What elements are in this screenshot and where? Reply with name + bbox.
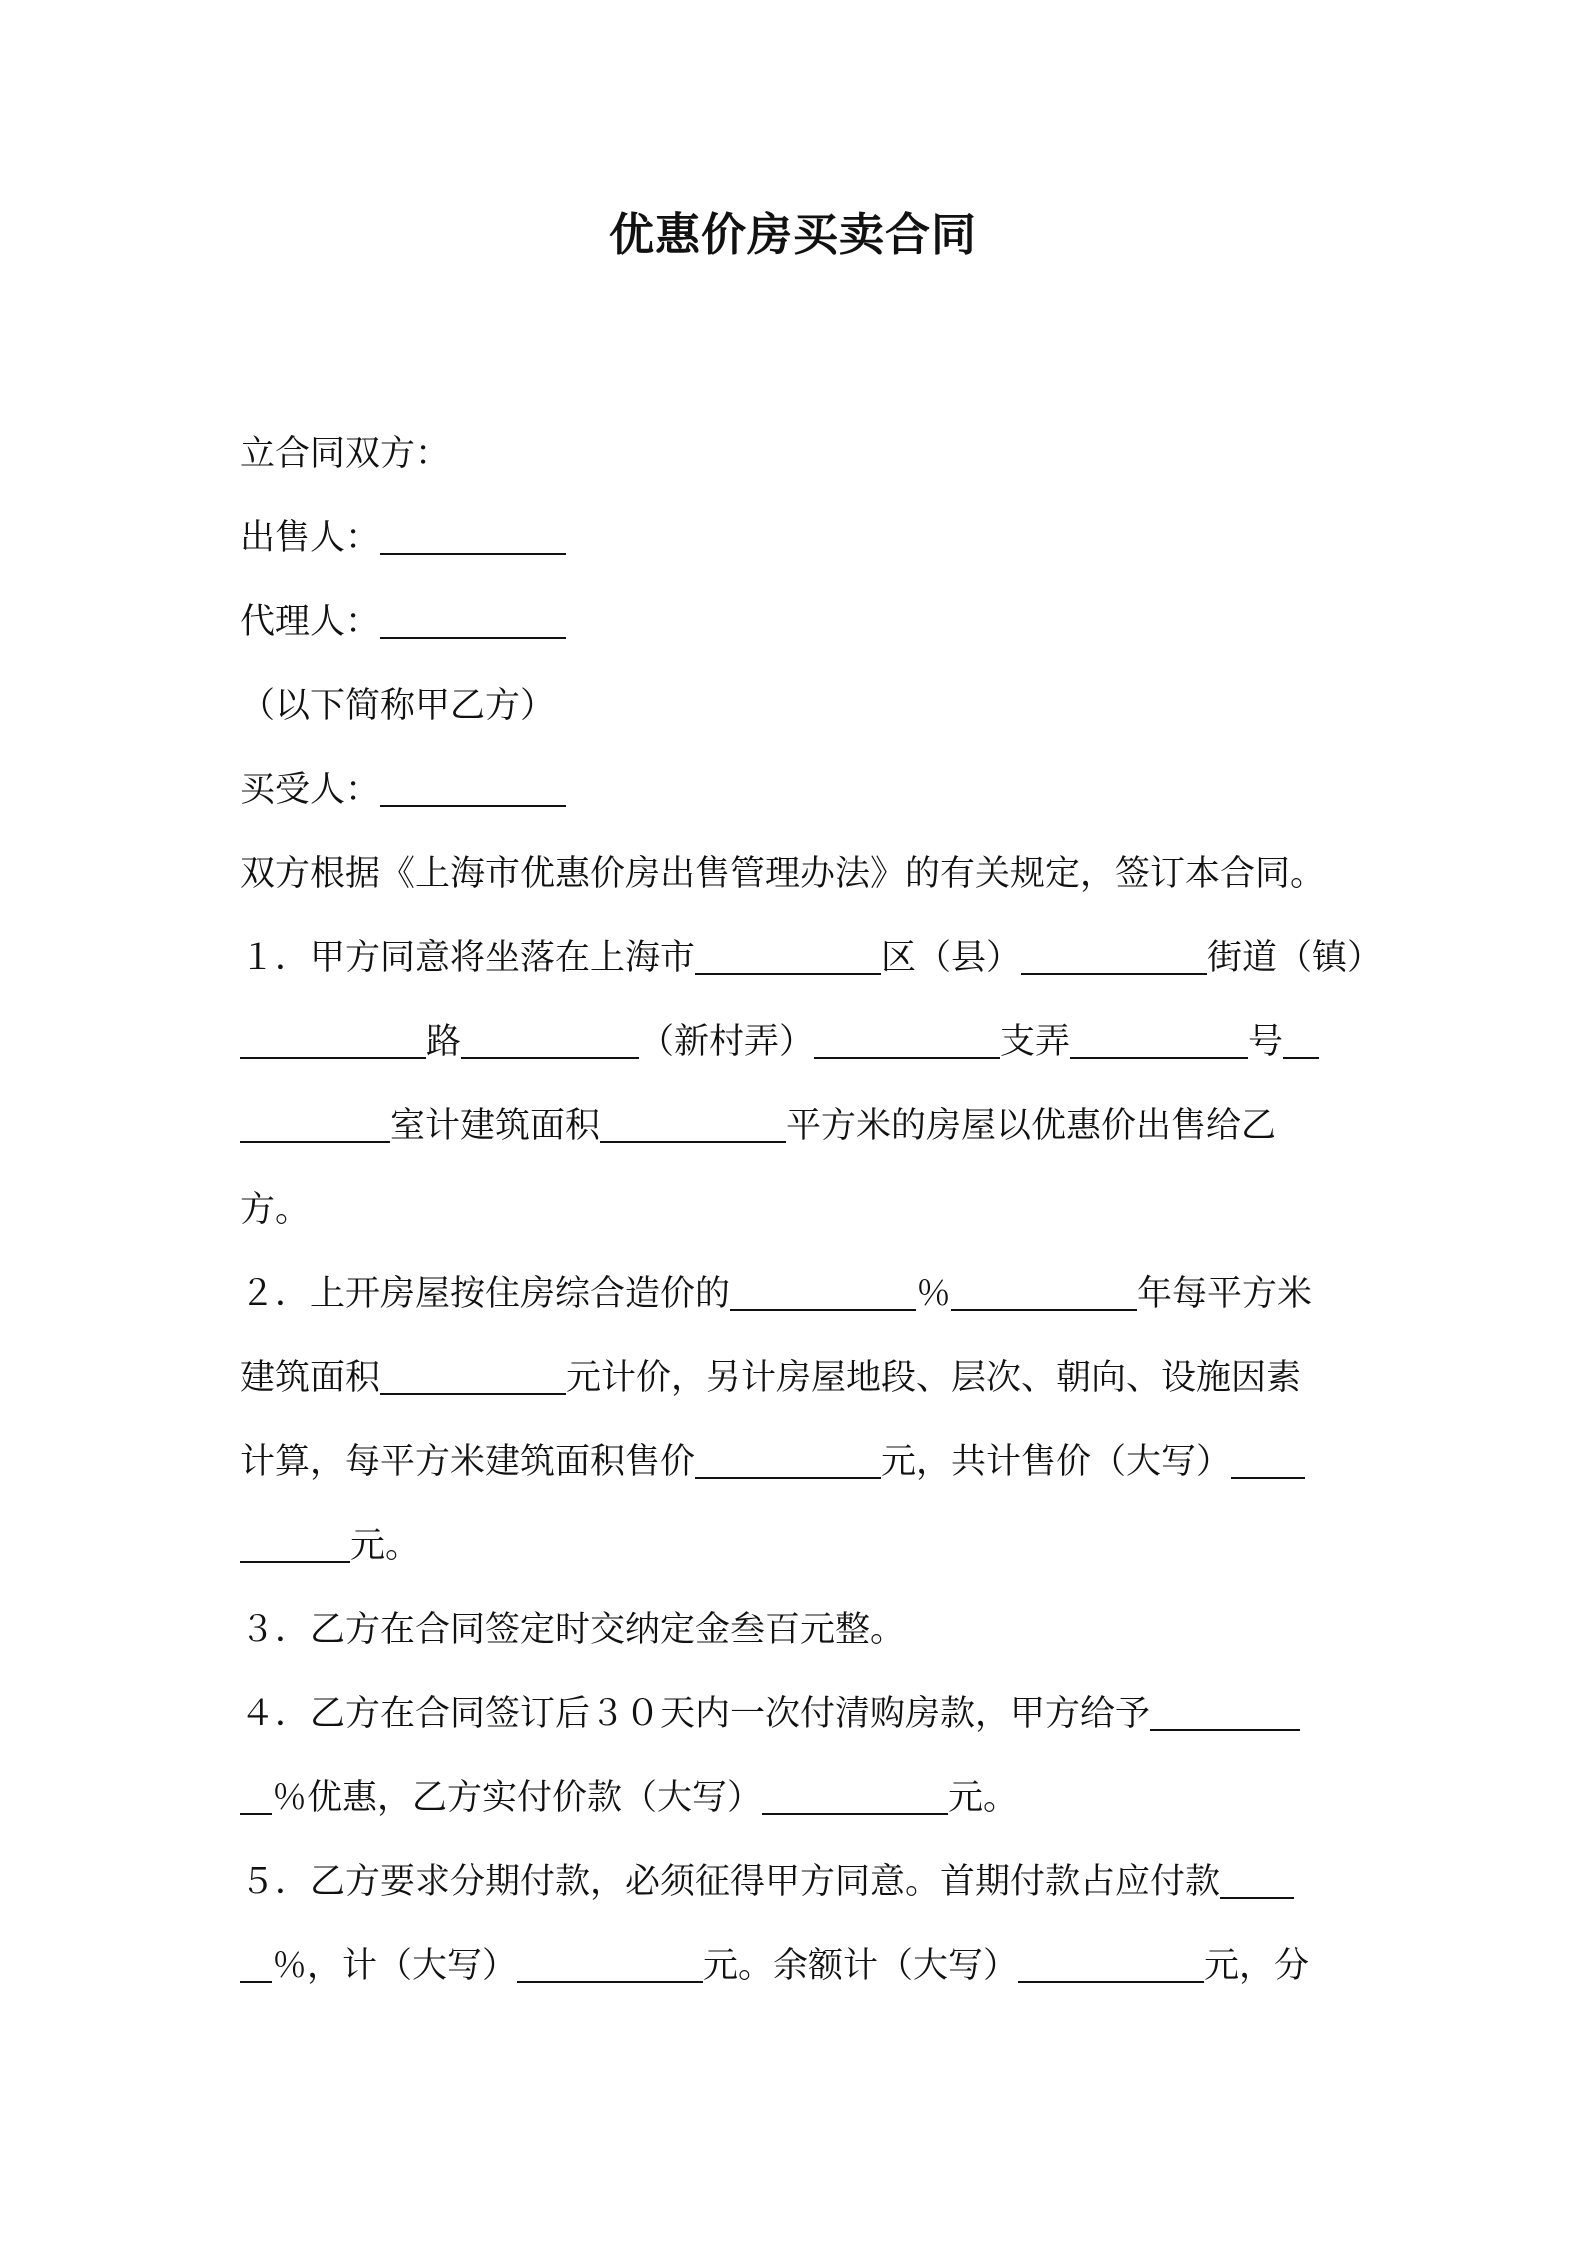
area-blank[interactable] <box>600 1107 786 1143</box>
total-price-blank-a[interactable] <box>1231 1443 1305 1479</box>
house-number-blank[interactable] <box>1283 1023 1319 1059</box>
sub-lane-blank[interactable] <box>1070 1023 1248 1059</box>
clause1-line4: 方。 <box>240 1190 311 1230</box>
clause2-line2: 建筑面积 元计价，另计房屋地段、层次、朝向、设施因素 <box>240 1358 1302 1398</box>
clause2-line4: 元。 <box>240 1504 1360 1588</box>
clause1-line2: 路 （新村弄） 支弄 号 <box>240 1000 1360 1084</box>
discount-blank-b[interactable] <box>240 1779 272 1815</box>
buyer-label: 买受人： <box>240 770 381 810</box>
road-name-blank[interactable] <box>240 1023 426 1059</box>
clause2-line1: ２．上开房屋按住房综合造价的 ％ 年每平方米 <box>240 1274 1313 1314</box>
seller-blank[interactable] <box>380 519 566 555</box>
seller-line <box>240 496 1360 580</box>
seller-label: 出售人： <box>240 518 381 558</box>
clause4-line2: ％优惠，乙方实付价款（大写） 元。 <box>240 1756 1360 1840</box>
preamble: 双方根据《上海市优惠价房出售管理办法》的有关规定，签订本合同。 <box>240 854 1326 894</box>
buyer-blank[interactable] <box>380 771 566 807</box>
buyer-line <box>240 748 1360 832</box>
balance-amount-blank[interactable] <box>1018 1947 1204 1983</box>
clause5-line2: ％，计（大写） 元。余额计（大写） 元，分 <box>240 1924 1360 2008</box>
clause5-line1: ５．乙方要求分期付款，必须征得甲方同意。首期付款占应付款 <box>240 1840 1360 1924</box>
street-blank[interactable] <box>1021 939 1207 975</box>
clause1-line1: １．甲方同意将坐落在上海市 区（县） 街道（镇） <box>240 938 1383 978</box>
document-title: 优惠价房买卖合同 <box>608 208 977 261</box>
clause2-line3: 计算，每平方米建筑面积售价 元，共计售价（大写） <box>240 1420 1360 1504</box>
total-price-blank-b[interactable] <box>240 1527 350 1563</box>
clause4-line1: ４．乙方在合同签订后３０天内一次付清购房款，甲方给予 <box>240 1672 1360 1756</box>
district-blank[interactable] <box>695 939 881 975</box>
clause1-line3: 室计建筑面积 平方米的房屋以优惠价出售给乙 <box>240 1084 1360 1168</box>
down-payment-percent-blank-b[interactable] <box>240 1947 272 1983</box>
unit-price-blank[interactable] <box>695 1443 881 1479</box>
document-body <box>240 412 1383 2008</box>
actual-payment-blank[interactable] <box>762 1779 948 1815</box>
cost-percent-blank[interactable] <box>730 1275 916 1311</box>
year-blank[interactable] <box>951 1275 1137 1311</box>
lane-blank[interactable] <box>814 1023 1000 1059</box>
abbrev-note: （以下简称甲乙方） <box>240 686 556 726</box>
agent-line <box>240 580 1360 664</box>
agent-blank[interactable] <box>380 603 566 639</box>
agent-label: 代理人： <box>240 602 381 642</box>
discount-blank-a[interactable] <box>1150 1695 1300 1731</box>
parties-heading: 立合同双方： <box>240 434 451 474</box>
down-payment-amount-blank[interactable] <box>517 1947 703 1983</box>
clause3-line1: ３．乙方在合同签定时交纳定金叁百元整。 <box>240 1610 906 1650</box>
room-blank[interactable] <box>240 1107 390 1143</box>
unit-cost-blank[interactable] <box>380 1359 566 1395</box>
road-number-blank[interactable] <box>461 1023 639 1059</box>
down-payment-percent-blank-a[interactable] <box>1220 1863 1294 1899</box>
